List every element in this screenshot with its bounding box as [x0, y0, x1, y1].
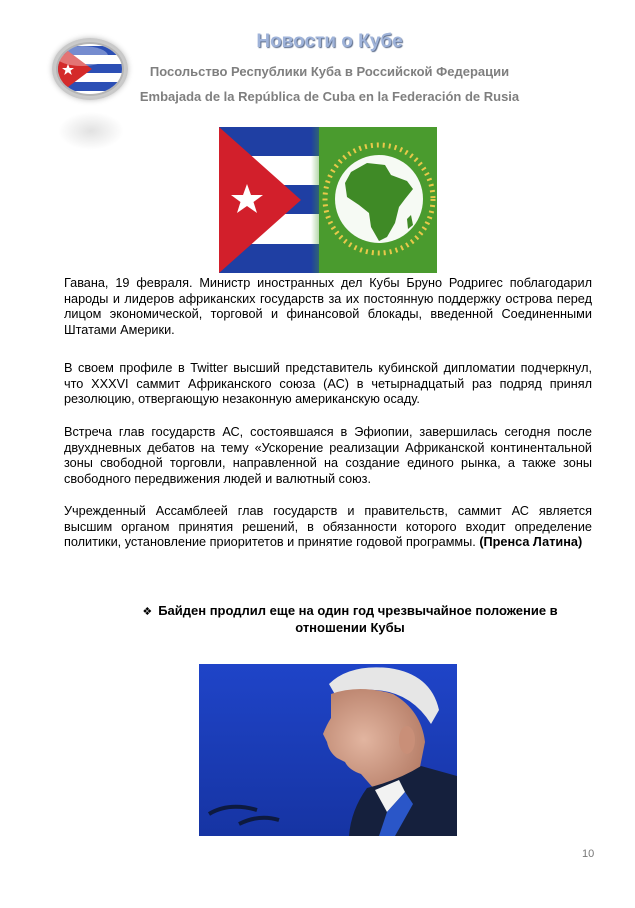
paragraph-text: Встреча глав государств АС, состоявшаяся в Эфиопии, завершилась сегодня после двухдневных дебатов на тему «Ускорение реализации Африканской континентальной зоны свободной торговли, направленной на создание единого рынка, а также зоны свободного передвижения людей и валютный союз.	[64, 425, 592, 486]
paragraph-text: В своем профиле в Twitter высший представитель кубинской дипломатии подчеркнул, что XXXVI саммит Африканского союза (АС) в четырнадцатый раз подряд принял резолюцию, отвергающую незаконную американскую осаду.	[64, 361, 592, 406]
page-number: 10	[582, 848, 595, 860]
embassy-name-ru: Посольство Республики Куба в Российской Федерации	[149, 64, 510, 79]
newsletter-title: Новости о Кубе	[256, 31, 403, 52]
paragraph-body: Учрежденный Ассамблеей глав государств и правительств, саммит АС является высшим органом принятия решений, в обязанности которого входит определение политики, установление приоритетов и принятие годовой программы.	[64, 504, 592, 549]
article-paragraph	[64, 425, 592, 487]
headline-text: Байден продлил еще на один год чрезвычайное положение в отношении Кубы	[158, 603, 558, 635]
paragraph-text: Гавана, 19 февраля. Министр иностранных дел Кубы Бруно Родригес поблагодарил народы и лидеров африканских государств за их постоянную поддержку острова перед лицом экономической, торговой и финансовой блокады, введенной Соединенными Штатами Америки.	[64, 276, 592, 337]
embassy-name-es: Embajada de la República de Cuba en la Federación de Rusia	[139, 89, 520, 104]
logo-reflection	[58, 112, 124, 150]
biden-portrait-image	[199, 664, 457, 836]
article-headline	[130, 603, 570, 636]
news-source: (Пренса Латина)	[479, 535, 583, 549]
diamond-bullet-icon: ❖	[142, 606, 153, 618]
cuba-african-union-flags-image	[219, 127, 437, 273]
paragraph-text	[64, 504, 592, 551]
article-paragraph	[64, 361, 592, 408]
article-paragraph	[64, 504, 592, 551]
article-paragraph	[64, 276, 592, 338]
